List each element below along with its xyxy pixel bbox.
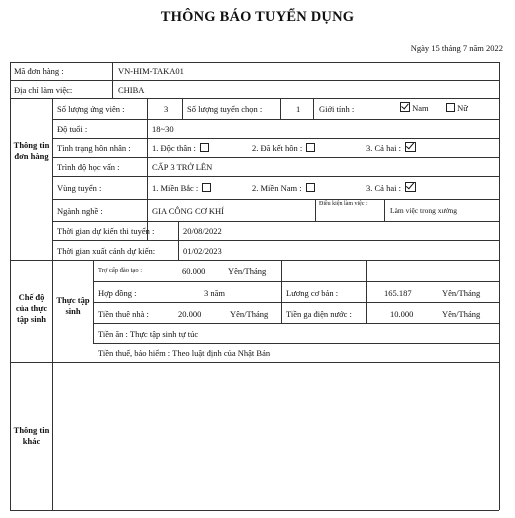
marital-option-both[interactable] bbox=[366, 142, 416, 154]
gender-male-label: Nam bbox=[412, 103, 429, 113]
rent-label: Tiền thuê nhà : bbox=[98, 309, 149, 319]
exam-date-label: Thời gian dự kiến thi tuyển : bbox=[57, 226, 155, 236]
training-allowance-label: Trợ cấp đào tạo : bbox=[98, 267, 142, 274]
applicants-value: 3 bbox=[164, 104, 169, 114]
region-option-both[interactable] bbox=[366, 182, 416, 194]
meals-info: Tiền ăn : Thực tập sinh tự túc bbox=[98, 329, 199, 339]
industry-label: Ngành nghề : bbox=[57, 206, 103, 216]
region-option-both-label: 3. Cả hai : bbox=[366, 183, 401, 193]
base-salary-label: Lương cơ bản : bbox=[286, 288, 339, 298]
education-label: Trình độ học vấn : bbox=[57, 162, 120, 172]
notice-date: Ngày 15 tháng 7 năm 2022 bbox=[410, 43, 503, 53]
exam-date-value: 20/08/2022 bbox=[183, 226, 222, 236]
checked-box-icon[interactable] bbox=[405, 142, 416, 152]
selected-count-label: Số lượng tuyển chọn : bbox=[187, 104, 263, 114]
training-allowance-value: 60.000 bbox=[182, 266, 206, 276]
utilities-value: 10.000 bbox=[390, 309, 414, 319]
base-salary-unit: Yên/Tháng bbox=[442, 288, 481, 298]
page-title: THÔNG BÁO TUYỂN DỤNG bbox=[160, 9, 355, 25]
other-info-section-title: Thông tin khác bbox=[13, 425, 50, 446]
applicants-label: Số lượng ứng viên : bbox=[57, 104, 125, 114]
workplace-label: Địa chỉ làm việc: bbox=[14, 85, 73, 95]
marital-option-both-label: 3. Cả hai : bbox=[366, 143, 401, 153]
utilities-label: Tiền ga điện nước : bbox=[286, 309, 352, 319]
industry-value: GIA CÔNG CƠ KHÍ bbox=[152, 206, 225, 216]
checkbox-icon[interactable] bbox=[200, 143, 209, 152]
work-condition-value: Làm việc trong xưởng bbox=[390, 206, 457, 215]
selected-count-value: 1 bbox=[296, 104, 301, 114]
gender-female-label: Nữ bbox=[457, 103, 468, 113]
benefits-section-title: Chế độ của thực tập sinh bbox=[15, 292, 48, 324]
marital-option-single-label: 1. Độc thân : bbox=[152, 143, 196, 153]
marital-option-married[interactable] bbox=[252, 142, 315, 154]
utilities-unit: Yên/Tháng bbox=[442, 309, 481, 319]
contract-value: 3 năm bbox=[204, 288, 226, 298]
gender-female-option[interactable] bbox=[446, 102, 468, 114]
checkbox-icon[interactable] bbox=[446, 103, 455, 112]
marital-option-single[interactable] bbox=[152, 142, 209, 154]
work-condition-label: Điều kiện làm việc : bbox=[319, 201, 368, 207]
trainee-subtitle: Thực tập sinh bbox=[56, 295, 90, 316]
marital-label: Tình trạng hôn nhân : bbox=[57, 143, 131, 153]
region-option-north[interactable] bbox=[152, 182, 211, 194]
tax-insurance-info: Tiền thuế, bảo hiểm : Theo luật định của Nhật Bản bbox=[98, 348, 271, 358]
age-label: Độ tuổi : bbox=[57, 124, 88, 134]
checked-box-icon[interactable] bbox=[405, 182, 416, 192]
region-option-north-label: 1. Miền Bắc : bbox=[152, 183, 199, 193]
age-value: 18~30 bbox=[152, 124, 174, 134]
order-code-label: Mã đơn hàng : bbox=[14, 66, 64, 76]
order-code-value: VN-HIM-TAKA01 bbox=[118, 66, 184, 76]
rent-unit: Yên/Tháng bbox=[230, 309, 269, 319]
checked-box-icon[interactable] bbox=[400, 102, 410, 112]
workplace-value: CHIBA bbox=[118, 85, 145, 95]
gender-male-option[interactable] bbox=[400, 102, 429, 114]
departure-date-label: Thời gian xuất cảnh dự kiến: bbox=[57, 246, 156, 256]
training-allowance-unit: Yên/Tháng bbox=[228, 266, 267, 276]
other-info-content bbox=[58, 366, 494, 506]
gender-label: Giới tính : bbox=[319, 104, 355, 114]
marital-option-married-label: 2. Đã kết hôn : bbox=[252, 143, 303, 153]
checkbox-icon[interactable] bbox=[306, 143, 315, 152]
region-option-south[interactable] bbox=[252, 182, 315, 194]
education-value: CẤP 3 TRỞ LÊN bbox=[152, 162, 213, 172]
base-salary-value: 165.187 bbox=[384, 288, 412, 298]
rent-value: 20.000 bbox=[178, 309, 202, 319]
region-option-south-label: 2. Miền Nam : bbox=[252, 183, 302, 193]
order-info-section-title: Thông tin đơn hàng bbox=[13, 140, 50, 161]
region-label: Vùng tuyển : bbox=[57, 183, 102, 193]
contract-label: Hợp đồng : bbox=[98, 288, 137, 298]
checkbox-icon[interactable] bbox=[202, 183, 211, 192]
departure-date-value: 01/02/2023 bbox=[183, 246, 222, 256]
checkbox-icon[interactable] bbox=[306, 183, 315, 192]
